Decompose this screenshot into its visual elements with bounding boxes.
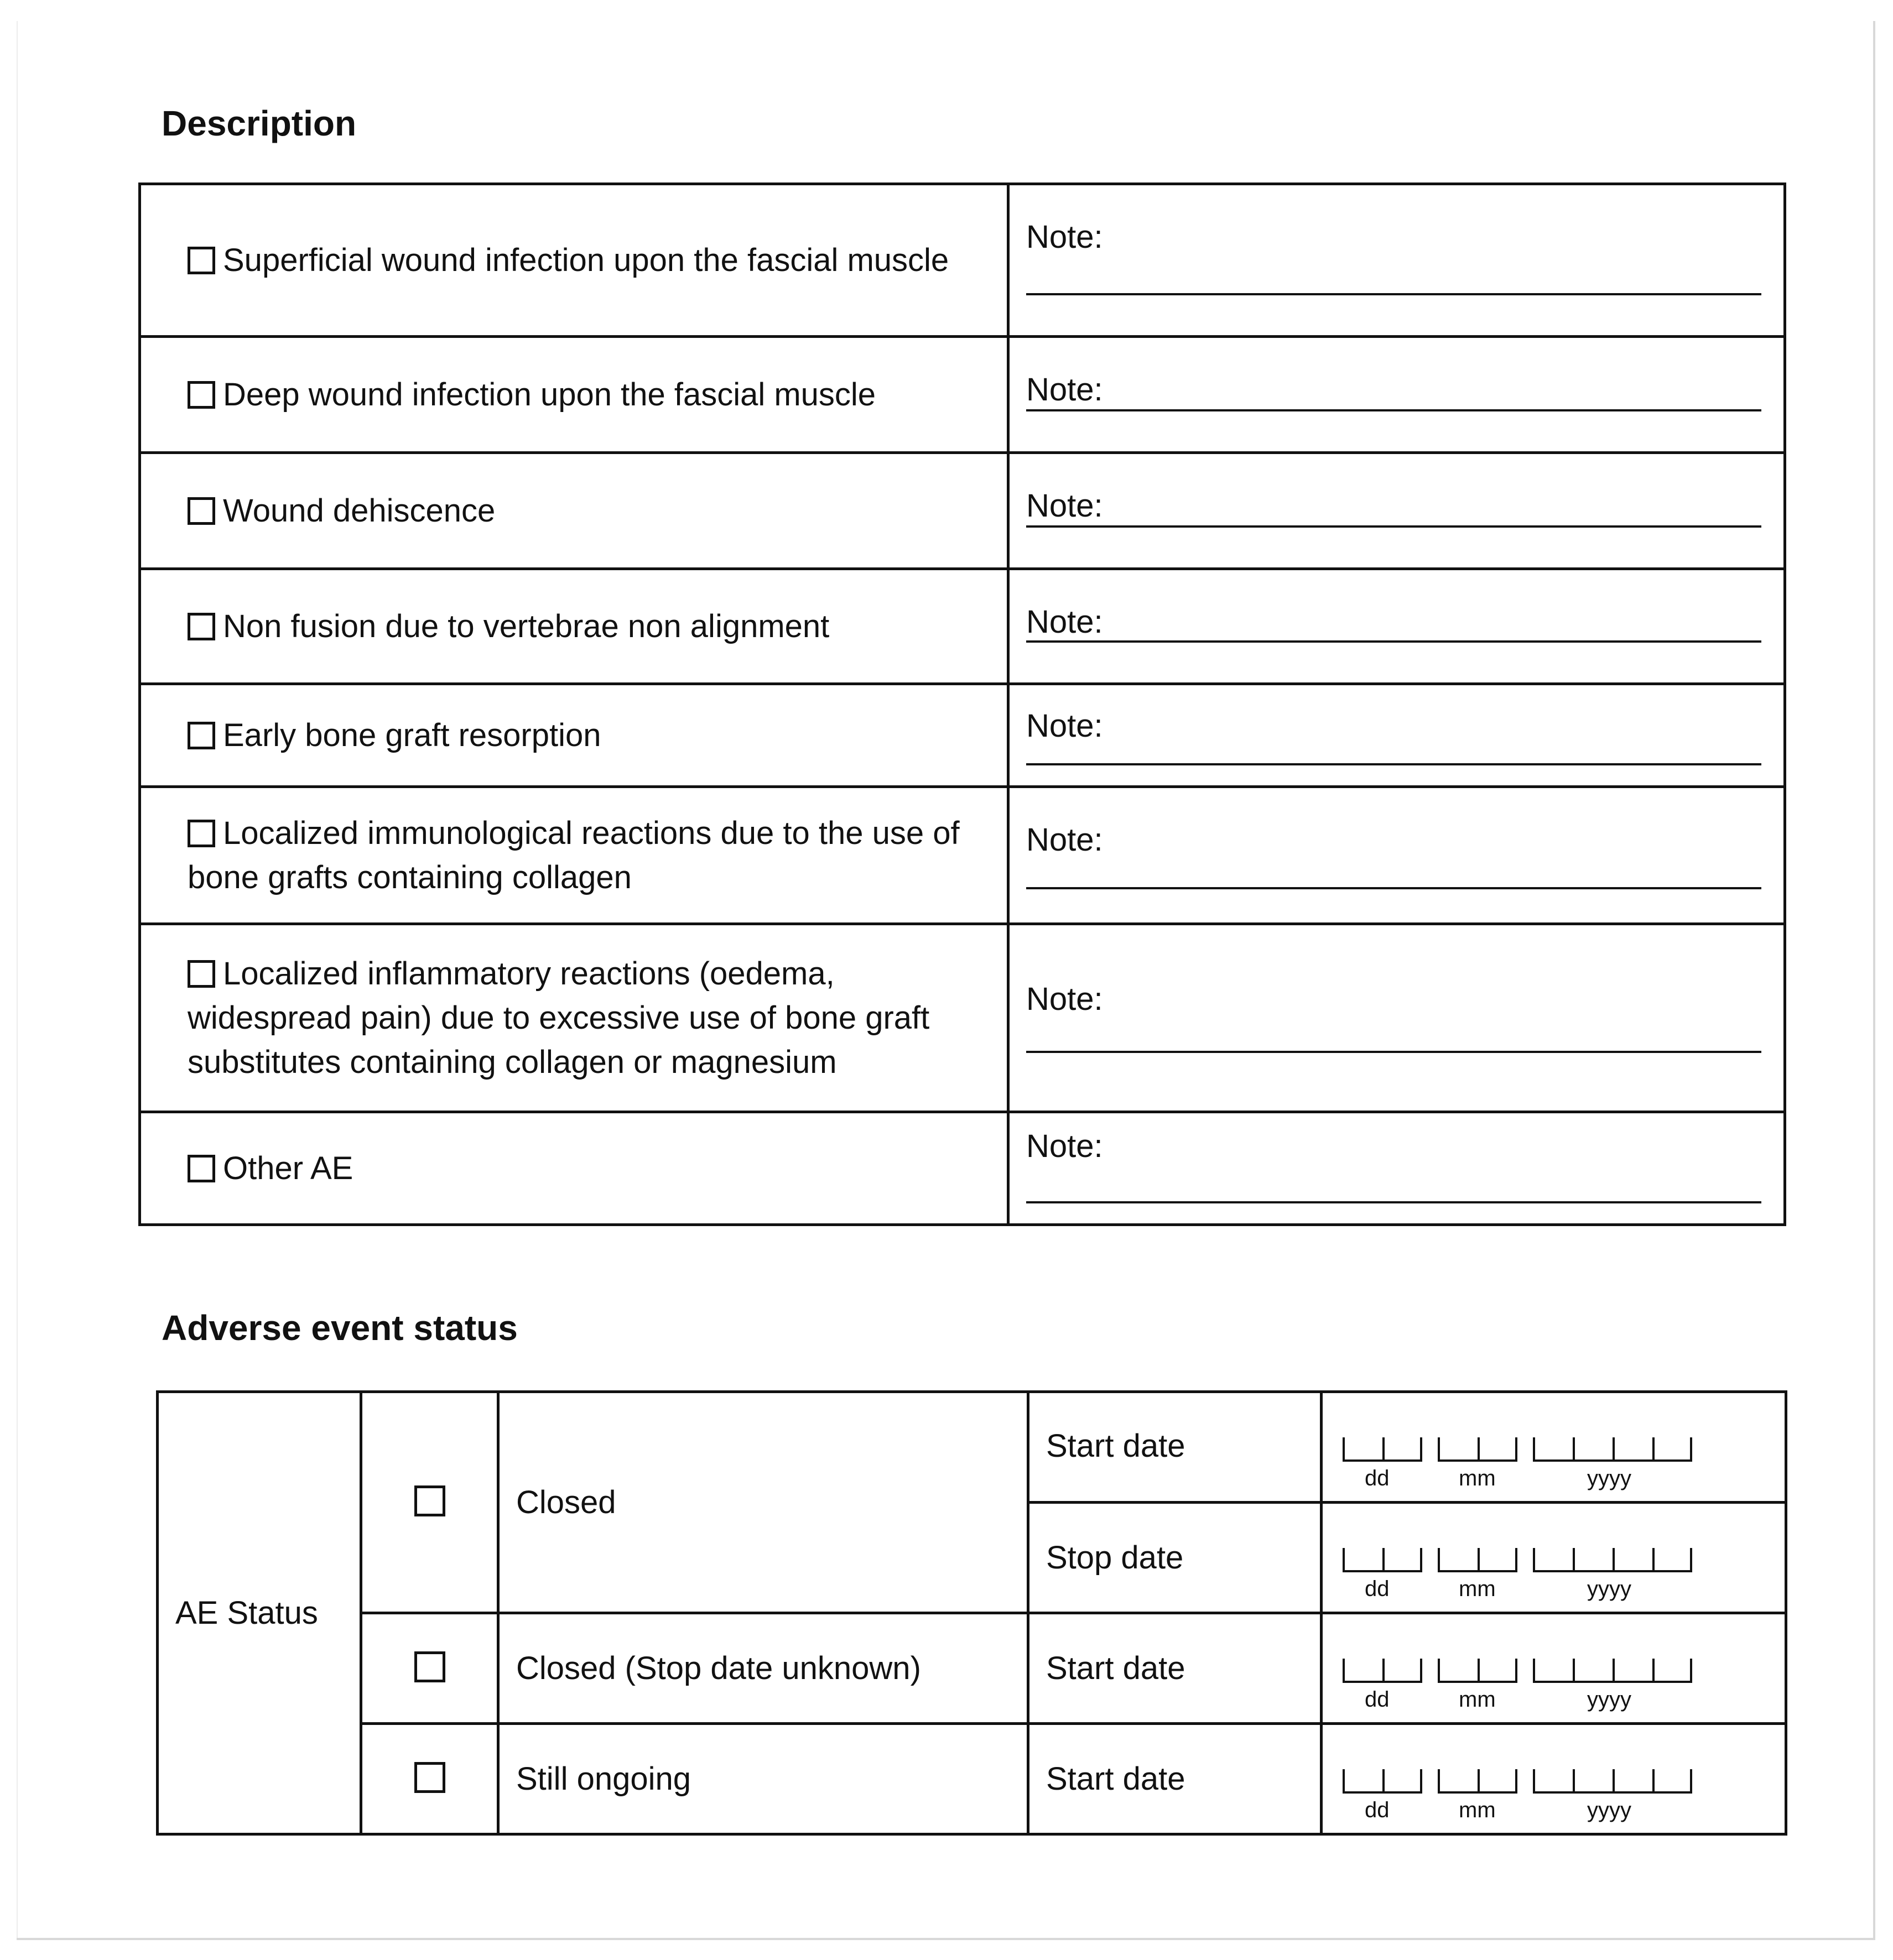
- date-format-label: mm: [1459, 1798, 1496, 1822]
- table-row: [140, 337, 1785, 453]
- date-divider: [1382, 1769, 1385, 1794]
- description-item: [140, 337, 1008, 453]
- date-segment[interactable]: [1533, 1769, 1692, 1794]
- note-input-line[interactable]: [1026, 640, 1761, 643]
- date-field[interactable]: [1322, 1613, 1786, 1724]
- note-cell: [1008, 337, 1785, 453]
- date-segment[interactable]: [1343, 1769, 1422, 1794]
- item-checkbox[interactable]: [188, 381, 215, 409]
- closed-unknown-checkbox[interactable]: [414, 1651, 445, 1682]
- note-input-line[interactable]: [1026, 525, 1761, 528]
- description-item: [140, 1112, 1008, 1225]
- page-edge-left: [17, 21, 18, 1940]
- table-row: [140, 453, 1785, 569]
- item-label: Deep wound infection upon the fascial muscle: [223, 376, 876, 413]
- start-date-label: Start date: [1028, 1392, 1322, 1503]
- date-divider: [1382, 1548, 1385, 1572]
- date-divider: [1478, 1437, 1480, 1462]
- note-input-line[interactable]: [1026, 409, 1761, 411]
- table-row: [140, 787, 1785, 924]
- date-format-label: dd: [1365, 1577, 1390, 1601]
- date-field[interactable]: [1322, 1392, 1786, 1503]
- note-input-line[interactable]: [1026, 887, 1761, 889]
- note-label: Note:: [1026, 1128, 1103, 1164]
- note-input-line[interactable]: [1026, 293, 1761, 295]
- table-row: [140, 684, 1785, 787]
- note-cell: [1008, 453, 1785, 569]
- date-divider: [1573, 1437, 1575, 1462]
- option-ongoing: Still ongoing: [498, 1724, 1028, 1834]
- date-divider: [1652, 1437, 1655, 1462]
- start-date-label: Start date: [1028, 1613, 1322, 1724]
- date-segment[interactable]: [1438, 1769, 1517, 1794]
- date-divider: [1613, 1548, 1615, 1572]
- date-format-label: yyyy: [1587, 1687, 1631, 1712]
- item-label: Wound dehiscence: [223, 492, 496, 529]
- date-char-boxes[interactable]: [1343, 1437, 1697, 1490]
- status-title: Adverse event status: [162, 1308, 518, 1348]
- date-char-boxes[interactable]: [1343, 1548, 1697, 1601]
- date-segment[interactable]: [1438, 1659, 1517, 1683]
- option-closed-unknown: Closed (Stop date unknown): [498, 1613, 1028, 1724]
- table-row: [140, 569, 1785, 684]
- checkbox-cell: [361, 1392, 498, 1613]
- date-divider: [1573, 1769, 1575, 1794]
- item-checkbox[interactable]: [188, 247, 215, 274]
- item-checkbox[interactable]: [188, 722, 215, 749]
- date-divider: [1613, 1437, 1615, 1462]
- item-checkbox[interactable]: [188, 960, 215, 988]
- item-label: Localized inflammatory reactions (oedema, widespread pain) due to excessive use of bone graft substitutes containing collagen or magnesium: [188, 955, 930, 1080]
- date-format-label: dd: [1365, 1798, 1390, 1822]
- date-divider: [1613, 1659, 1615, 1683]
- date-segment[interactable]: [1533, 1437, 1692, 1462]
- date-segment[interactable]: [1533, 1548, 1692, 1572]
- date-divider: [1652, 1769, 1655, 1794]
- note-label: Note:: [1026, 488, 1103, 524]
- date-segment[interactable]: [1343, 1659, 1422, 1683]
- date-divider: [1478, 1659, 1480, 1683]
- note-label: Note:: [1026, 981, 1103, 1017]
- note-cell: [1008, 787, 1785, 924]
- note-label: Note:: [1026, 219, 1103, 255]
- item-label: Localized immunological reactions due to the use of bone grafts containing collagen: [188, 815, 960, 895]
- item-label: Other AE: [223, 1150, 353, 1186]
- date-segment[interactable]: [1438, 1548, 1517, 1572]
- ae-status-table: [156, 1390, 1787, 1836]
- item-label: Superficial wound infection upon the fascial muscle: [223, 242, 949, 278]
- table-row: [158, 1392, 1786, 1503]
- option-closed: Closed: [498, 1392, 1028, 1613]
- table-row: [158, 1613, 1786, 1724]
- description-item: [140, 924, 1008, 1112]
- start-date-label: Start date: [1028, 1724, 1322, 1834]
- note-input-line[interactable]: [1026, 1201, 1761, 1203]
- date-divider: [1478, 1769, 1480, 1794]
- date-divider: [1573, 1659, 1575, 1683]
- date-char-boxes[interactable]: [1343, 1659, 1697, 1712]
- date-divider: [1382, 1437, 1385, 1462]
- date-format-label: dd: [1365, 1466, 1390, 1490]
- date-field[interactable]: [1322, 1503, 1786, 1613]
- date-divider: [1652, 1659, 1655, 1683]
- table-row: [140, 1112, 1785, 1225]
- note-cell: [1008, 184, 1785, 337]
- checkbox-cell: [361, 1724, 498, 1834]
- item-label: Non fusion due to vertebrae non alignment: [223, 608, 830, 644]
- ae-status-label: AE Status: [158, 1392, 361, 1834]
- date-format-label: mm: [1459, 1466, 1496, 1490]
- item-checkbox[interactable]: [188, 820, 215, 847]
- page-edge-right: [1873, 21, 1875, 1940]
- note-label: Note:: [1026, 822, 1103, 858]
- note-input-line[interactable]: [1026, 763, 1761, 765]
- description-item: [140, 184, 1008, 337]
- table-row: [158, 1724, 1786, 1834]
- date-segment[interactable]: [1438, 1437, 1517, 1462]
- note-cell: [1008, 569, 1785, 684]
- checkbox-cell: [361, 1613, 498, 1724]
- item-checkbox[interactable]: [188, 1155, 215, 1182]
- note-cell: [1008, 1112, 1785, 1225]
- date-format-label: mm: [1459, 1687, 1496, 1712]
- item-label: Early bone graft resorption: [223, 717, 601, 753]
- date-segment[interactable]: [1533, 1659, 1692, 1683]
- description-item: [140, 684, 1008, 787]
- date-divider: [1382, 1659, 1385, 1683]
- date-divider: [1573, 1548, 1575, 1572]
- date-segment[interactable]: [1343, 1437, 1422, 1462]
- date-char-boxes[interactable]: [1343, 1769, 1697, 1822]
- stop-date-label: Stop date: [1028, 1503, 1322, 1613]
- description-item: [140, 569, 1008, 684]
- note-cell: [1008, 684, 1785, 787]
- item-checkbox[interactable]: [188, 613, 215, 640]
- note-label: Note:: [1026, 372, 1103, 408]
- item-checkbox[interactable]: [188, 497, 215, 525]
- date-format-label: dd: [1365, 1687, 1390, 1712]
- description-title: Description: [162, 103, 357, 143]
- ongoing-checkbox[interactable]: [414, 1762, 445, 1793]
- description-item: [140, 787, 1008, 924]
- table-row: [140, 924, 1785, 1112]
- table-row: [140, 184, 1785, 337]
- date-divider: [1652, 1548, 1655, 1572]
- description-table: [138, 183, 1786, 1226]
- date-segment[interactable]: [1343, 1548, 1422, 1572]
- date-divider: [1478, 1548, 1480, 1572]
- note-label: Note:: [1026, 604, 1103, 640]
- date-format-label: yyyy: [1587, 1466, 1631, 1490]
- date-divider: [1613, 1769, 1615, 1794]
- date-format-label: mm: [1459, 1577, 1496, 1601]
- date-field[interactable]: [1322, 1724, 1786, 1834]
- date-format-label: yyyy: [1587, 1577, 1631, 1601]
- page-edge-bottom: [17, 1938, 1875, 1940]
- closed-checkbox[interactable]: [414, 1485, 445, 1516]
- note-cell: [1008, 924, 1785, 1112]
- date-format-label: yyyy: [1587, 1798, 1631, 1822]
- note-input-line[interactable]: [1026, 1051, 1761, 1053]
- note-label: Note:: [1026, 708, 1103, 744]
- description-item: [140, 453, 1008, 569]
